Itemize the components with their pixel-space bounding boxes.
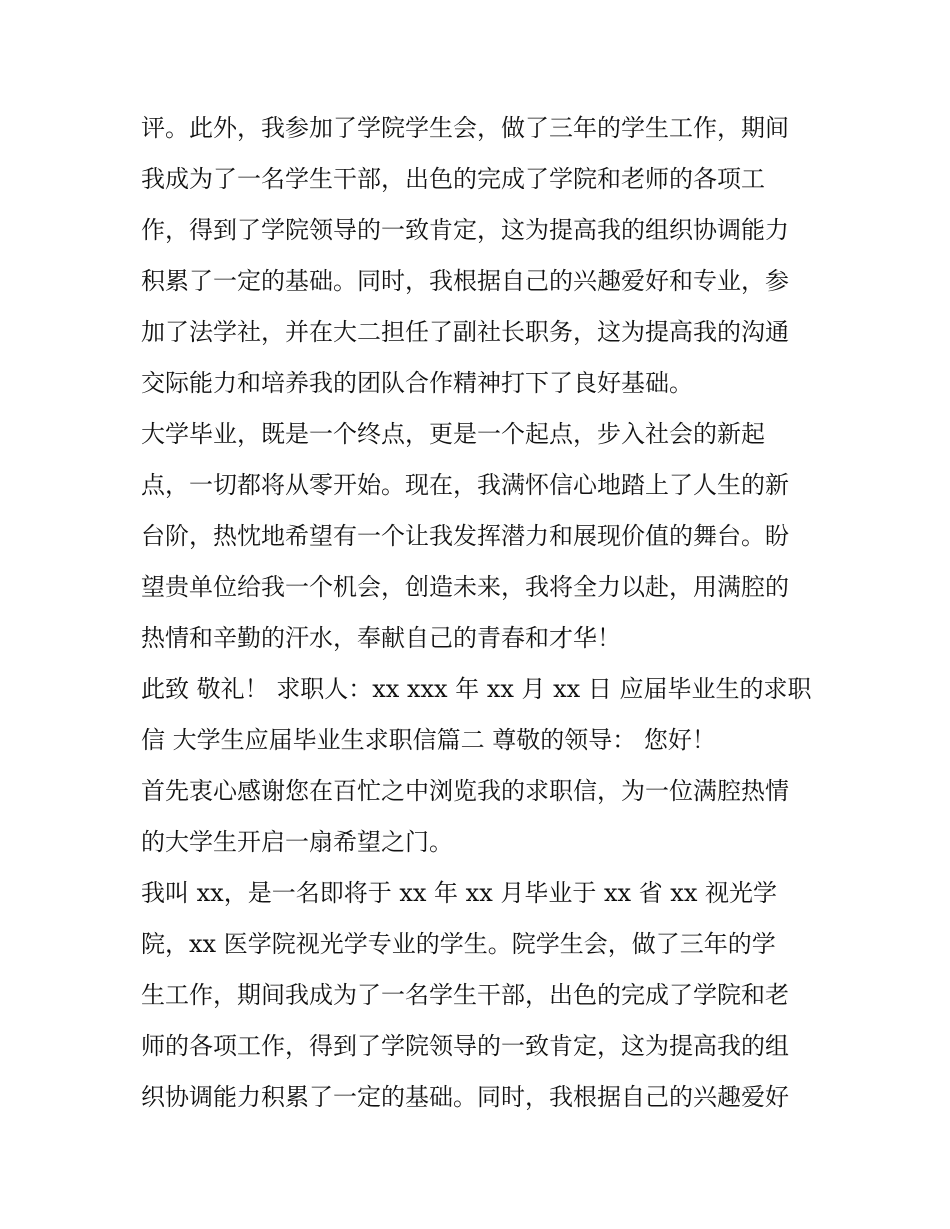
text-line: 首先衷心感谢您在百忙之中浏览我的求职信，为一位满腔热情 [141, 777, 789, 805]
text-line: 院，xx 医学院视光学专业的学生。院学生会，做了三年的学 [141, 930, 776, 958]
paragraph-self-introduction [141, 868, 821, 1123]
text-line: 织协调能力积累了一定的基础。同时，我根据自己的兴趣爱好 [141, 1083, 789, 1111]
document-body [141, 103, 821, 1123]
paragraph-graduation [141, 409, 821, 664]
text-line: 望贵单位给我一个机会，创造未来，我将全力以赴，用满腔的 [141, 573, 789, 601]
paragraph-student-union [141, 103, 821, 409]
text-line: 加了法学社，并在大二担任了副社长职务，这为提高我的沟通 [141, 318, 789, 346]
text-line: 此致 敬礼！ 求职人：xx xxx 年 xx 月 xx 日 应届毕业生的求职 [141, 675, 812, 703]
text-line: 信 大学生应届毕业生求职信篇二 尊敬的领导： 您好！ [141, 726, 716, 754]
text-line: 生工作，期间我成为了一名学生干部，出色的完成了学院和老 [141, 981, 789, 1009]
text-line: 作，得到了学院领导的一致肯定，这为提高我的组织协调能力 [141, 216, 789, 244]
text-line: 师的各项工作，得到了学院领导的一致肯定，这为提高我的组 [141, 1032, 789, 1060]
text-line: 台阶，热忱地希望有一个让我发挥潜力和展现价值的舞台。盼 [141, 522, 789, 550]
text-line: 我成为了一名学生干部，出色的完成了学院和老师的各项工 [141, 165, 765, 193]
text-line: 点，一切都将从零开始。现在，我满怀信心地踏上了人生的新 [141, 471, 789, 499]
text-line: 积累了一定的基础。同时，我根据自己的兴趣爱好和专业，参 [141, 267, 789, 295]
text-line: 热情和辛勤的汗水，奉献自己的青春和才华！ [141, 624, 621, 652]
text-line: 的大学生开启一扇希望之门。 [141, 828, 453, 856]
text-line: 我叫 xx，是一名即将于 xx 年 xx 月毕业于 xx 省 xx 视光学 [141, 879, 778, 907]
text-line: 交际能力和培养我的团队合作精神打下了良好基础。 [141, 369, 693, 397]
paragraph-closing-salutation [141, 664, 821, 766]
paragraph-thanks [141, 766, 821, 868]
text-line: 评。此外，我参加了学院学生会，做了三年的学生工作，期间 [141, 114, 789, 142]
text-line: 大学毕业，既是一个终点，更是一个起点，步入社会的新起 [141, 420, 765, 448]
